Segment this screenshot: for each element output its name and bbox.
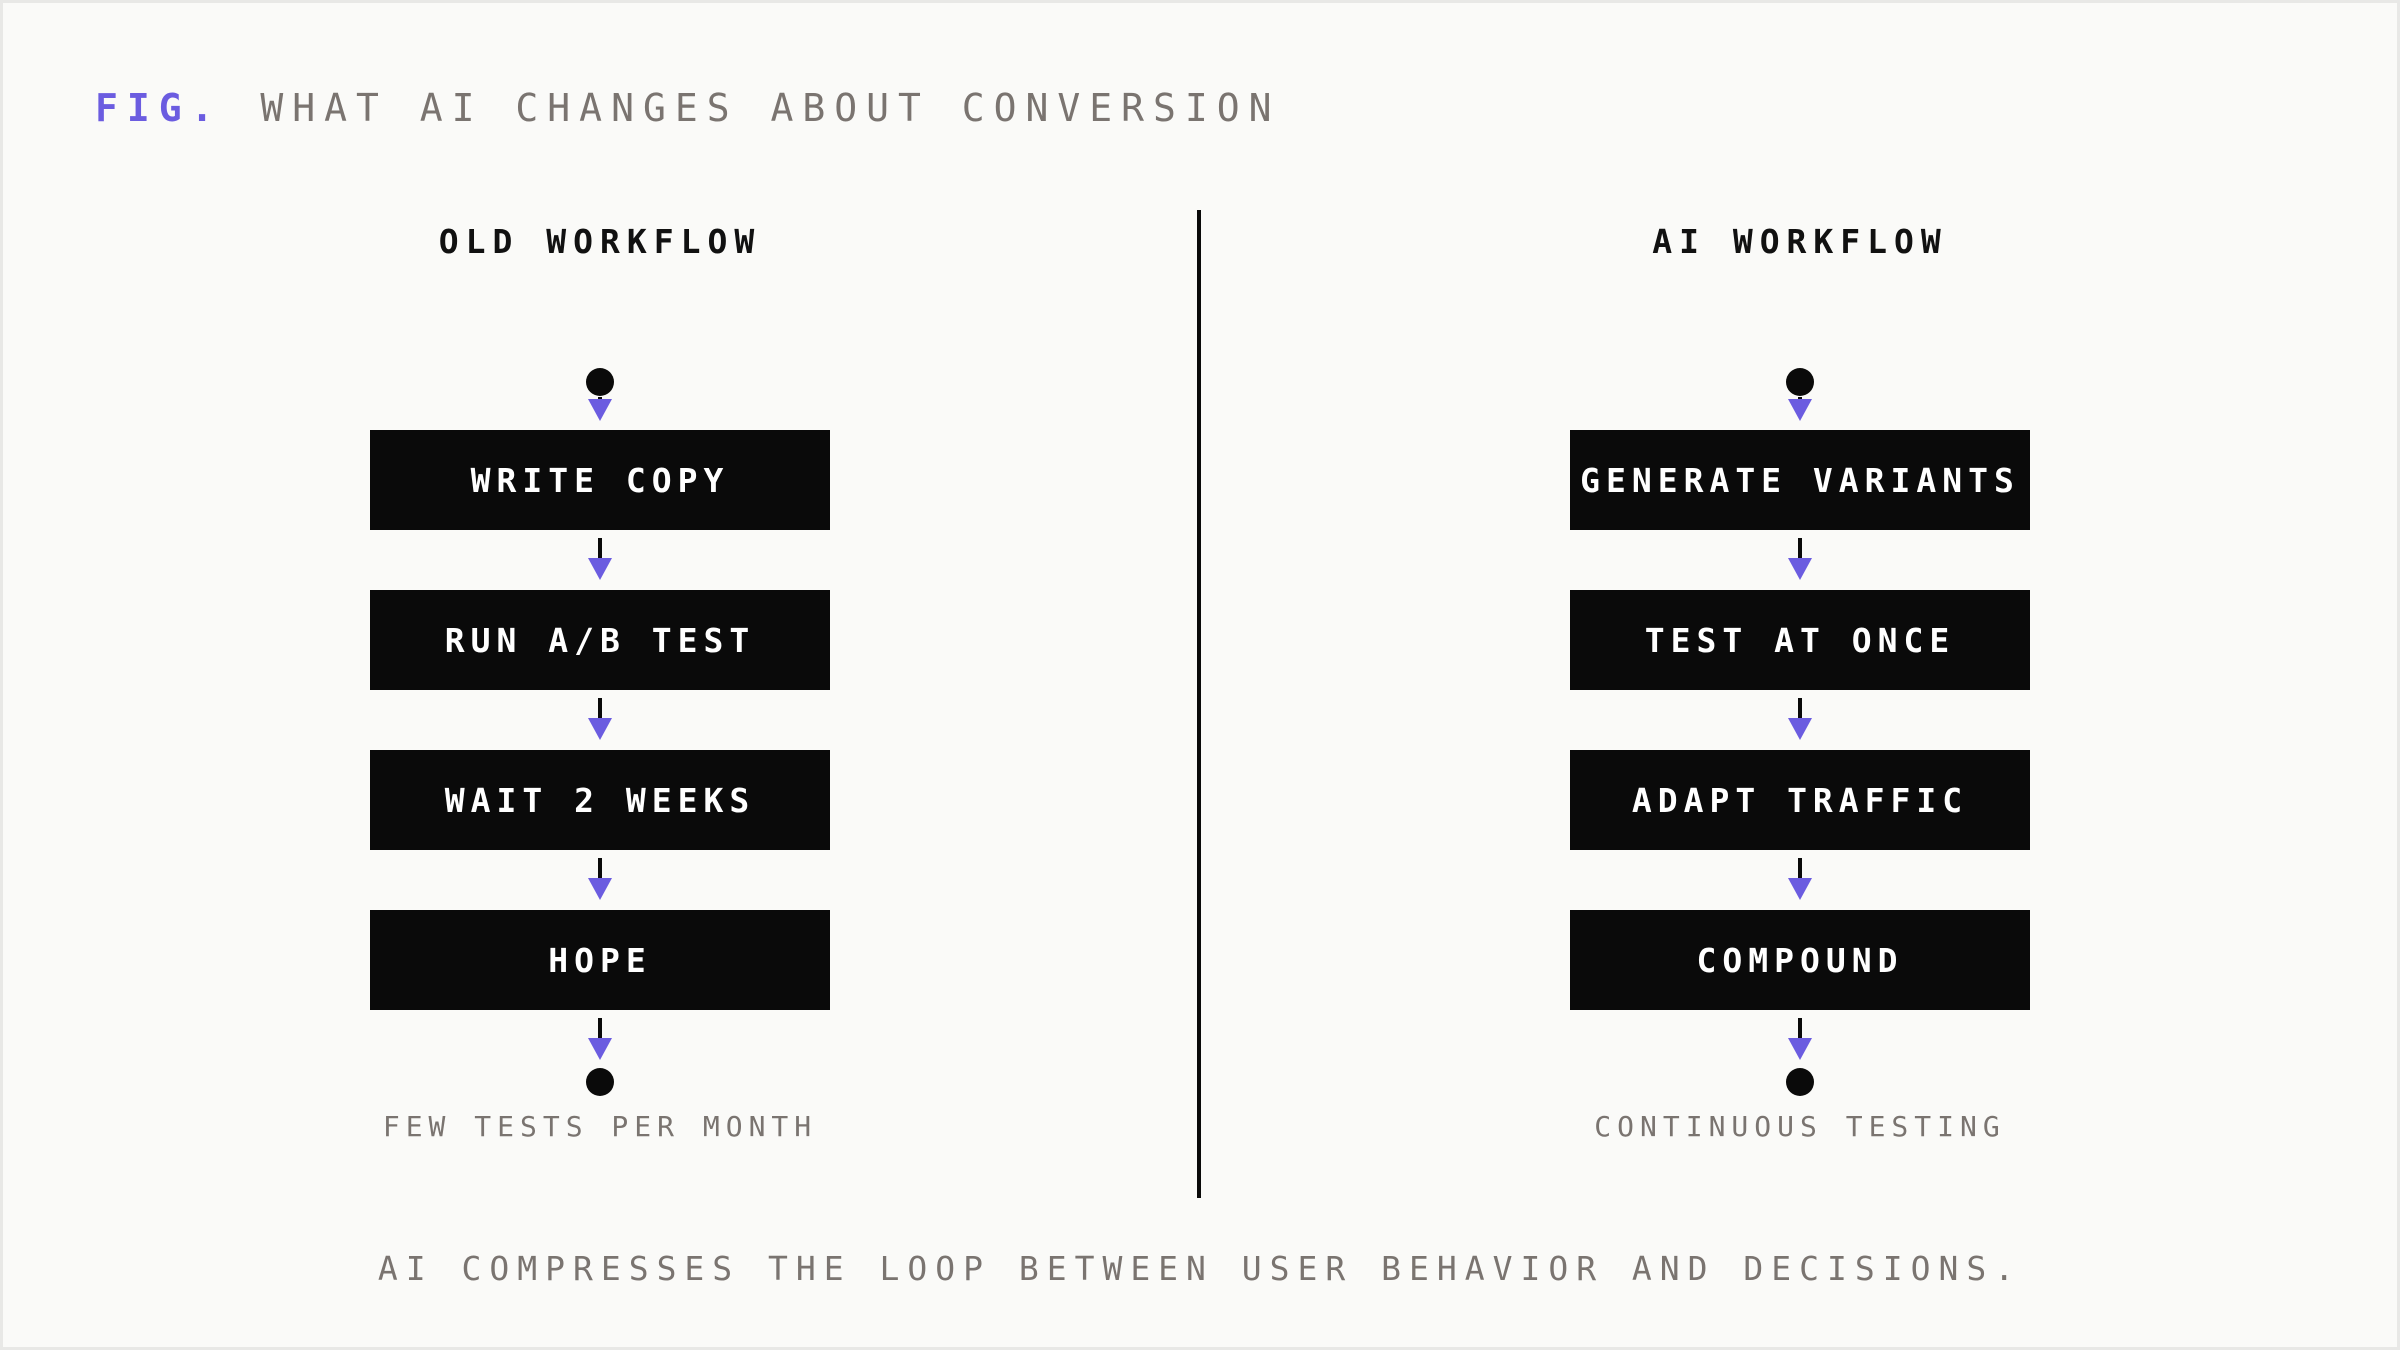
- ai-workflow-column: [1500, 0, 2100, 1350]
- flow-arrow: [1786, 397, 1814, 421]
- old-workflow-column: [300, 0, 900, 1350]
- old-step-4: HOPE: [370, 910, 830, 1010]
- ai-step-4: COMPOUND: [1570, 910, 2030, 1010]
- footer-summary: AI COMPRESSES THE LOOP BETWEEN USER BEHAVIOR AND DECISIONS.: [377, 1249, 2023, 1288]
- arrow-head: [588, 399, 612, 421]
- arrow-head: [588, 558, 612, 580]
- flow-arrow: [1786, 698, 1814, 742]
- ai-workflow-caption: CONTINUOUS TESTING: [1594, 1110, 2006, 1143]
- arrow-head: [1788, 718, 1812, 740]
- arrow-head: [1788, 1038, 1812, 1060]
- start-node-dot: [586, 368, 614, 396]
- ai-workflow-title: AI WORKFLOW: [1652, 222, 1948, 261]
- arrow-head: [588, 718, 612, 740]
- flow-arrow: [586, 698, 614, 742]
- flow-arrow: [1786, 538, 1814, 582]
- old-step-3: WAIT 2 WEEKS: [370, 750, 830, 850]
- end-node-dot: [1786, 1068, 1814, 1096]
- column-divider: [1197, 210, 1201, 1198]
- old-workflow-caption: FEW TESTS PER MONTH: [382, 1110, 818, 1143]
- flow-arrow: [586, 538, 614, 582]
- flow-arrow: [1786, 858, 1814, 902]
- ai-step-2: TEST AT ONCE: [1570, 590, 2030, 690]
- ai-step-3: ADAPT TRAFFIC: [1570, 750, 2030, 850]
- end-node-dot: [586, 1068, 614, 1096]
- flow-arrow: [586, 858, 614, 902]
- flow-arrow: [586, 1018, 614, 1062]
- flow-arrow: [1786, 1018, 1814, 1062]
- old-step-2: RUN A/B TEST: [370, 590, 830, 690]
- start-node-dot: [1786, 368, 1814, 396]
- old-step-1: WRITE COPY: [370, 430, 830, 530]
- figure-title-text: WHAT AI CHANGES ABOUT CONVERSION: [260, 86, 1281, 130]
- arrow-head: [1788, 878, 1812, 900]
- arrow-head: [588, 878, 612, 900]
- ai-step-1: GENERATE VARIANTS: [1570, 430, 2030, 530]
- flow-arrow: [586, 397, 614, 421]
- old-workflow-title: OLD WORKFLOW: [438, 222, 762, 261]
- arrow-head: [1788, 399, 1812, 421]
- arrow-head: [1788, 558, 1812, 580]
- arrow-head: [588, 1038, 612, 1060]
- figure-label: FIG.: [95, 86, 223, 130]
